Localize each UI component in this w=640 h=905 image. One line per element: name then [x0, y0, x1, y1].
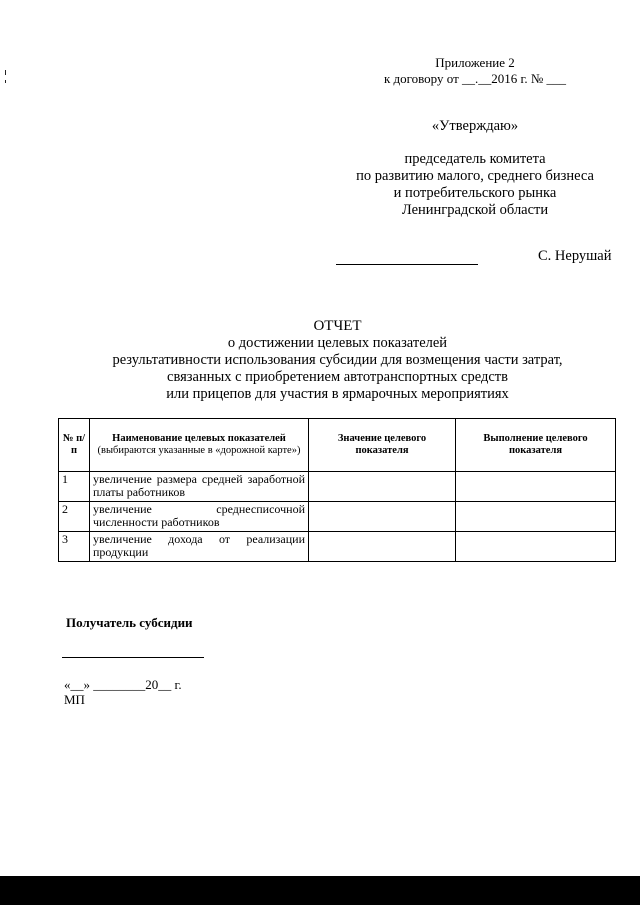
- scan-bottom-edge: [0, 876, 640, 905]
- row-fulfillment-cell[interactable]: [456, 532, 616, 562]
- row-number: 3: [59, 532, 90, 562]
- recipient-label: Получатель субсидии: [66, 615, 193, 630]
- table-header-row: [59, 419, 616, 472]
- approver-signature-line: [336, 264, 478, 265]
- approver-position-line: Ленинградской области: [401, 202, 549, 218]
- row-indicator-name: увеличение среднесписочной численности работников: [90, 502, 309, 532]
- approve-stamp-text: «Утверждаю»: [431, 118, 519, 134]
- header-fulfillment: Выполнение целевого показателя: [456, 419, 616, 472]
- approver-position-line: председатель комитета: [404, 151, 546, 167]
- signatory-name: С. Нерушай: [538, 248, 612, 264]
- indicators-table: [58, 418, 616, 562]
- row-target-value-cell[interactable]: [309, 502, 456, 532]
- report-title: ОТЧЕТ: [313, 318, 362, 334]
- table-row: [59, 472, 616, 502]
- header-indicator-name: [90, 419, 309, 472]
- row-fulfillment-cell[interactable]: [456, 472, 616, 502]
- report-title-block: [60, 318, 615, 403]
- row-target-value-cell[interactable]: [309, 532, 456, 562]
- table-row: [59, 532, 616, 562]
- row-indicator-name: увеличение дохода от реализации продукции: [90, 532, 309, 562]
- row-indicator-name: увеличение размера средней заработной платы работников: [90, 472, 309, 502]
- scan-mark: [5, 70, 6, 75]
- header-indicator-name-main: Наименование целевых показателей: [112, 433, 286, 444]
- contract-reference: к договору от __.__2016 г. № ___: [383, 71, 567, 86]
- table-row: [59, 502, 616, 532]
- annex-title: Приложение 2: [435, 55, 515, 70]
- report-subtitle-line: связанных с приобретением автотранспортных средств: [167, 369, 508, 385]
- annex-block: [370, 55, 580, 87]
- row-number: 2: [59, 502, 90, 532]
- approver-position-line: и потребительского рынка: [393, 185, 557, 201]
- recipient-signature-line: [62, 657, 204, 658]
- header-number: № п/п: [59, 419, 90, 472]
- header-target-value: Значение целевого показателя: [309, 419, 456, 472]
- header-indicator-name-note: (выбираются указанные в «дорожной карте»): [97, 445, 301, 456]
- row-target-value-cell[interactable]: [309, 472, 456, 502]
- scan-mark: [5, 80, 6, 83]
- stamp-label: МП: [64, 692, 85, 707]
- approver-position-line: по развитию малого, среднего бизнеса: [356, 168, 594, 184]
- report-subtitle-line: результативности использования субсидии для возмещения части затрат,: [112, 352, 563, 368]
- report-subtitle-line: о достижении целевых показателей: [227, 335, 448, 351]
- recipient-date-line: «__» ________20__ г.: [64, 677, 182, 692]
- row-number: 1: [59, 472, 90, 502]
- approval-block: [340, 118, 610, 219]
- report-subtitle-line: или прицепов для участия в ярмарочных мероприятиях: [166, 386, 509, 402]
- row-fulfillment-cell[interactable]: [456, 502, 616, 532]
